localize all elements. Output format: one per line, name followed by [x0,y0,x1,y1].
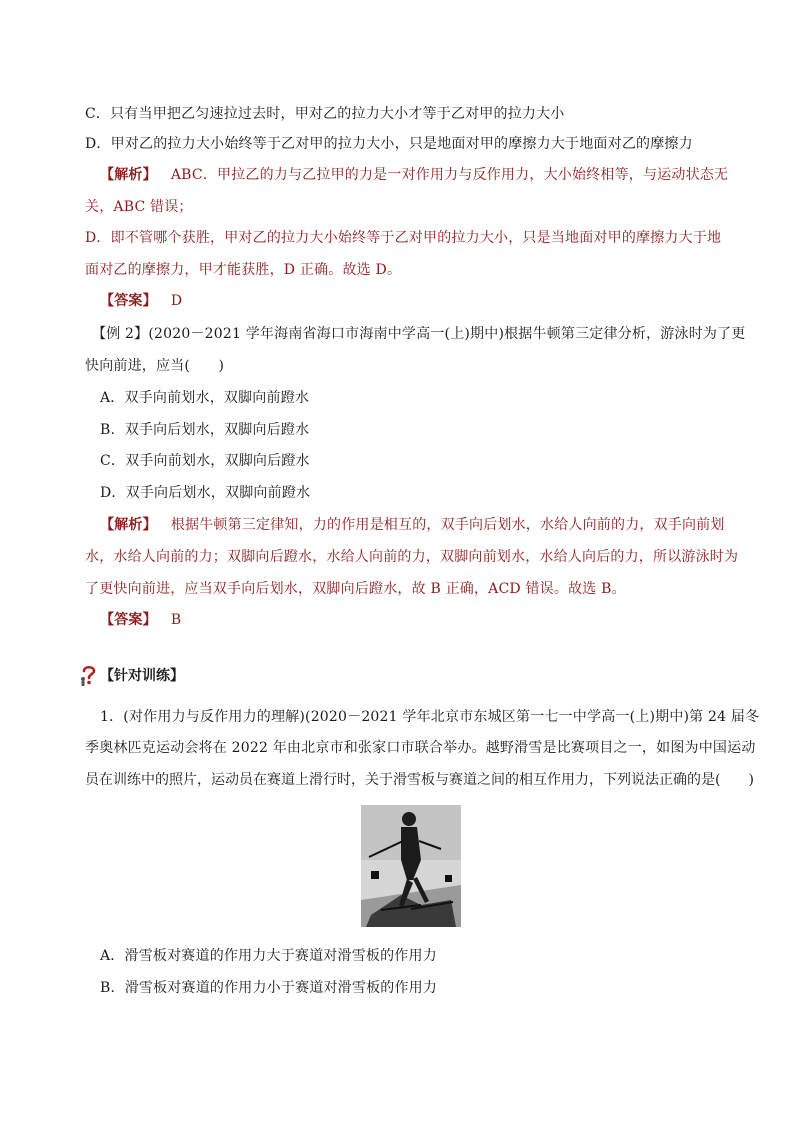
skier-photo [361,805,461,927]
answer-2-value: B [170,612,182,628]
analysis-1-line-2: 关，ABC 错误； [85,199,193,215]
analysis-2-text-a: 根据牛顿第三定律知，力的作用是相互的，双手向后划水，水给人向前的力，双手向前划 [170,517,725,533]
section-title: 【针对训练】 [100,668,184,684]
example-2-option-b: B．双手向后划水，双脚向后蹬水 [100,422,310,438]
analysis-2-line-1 [100,515,725,535]
analysis-tag: 【解析】 [100,167,157,183]
analysis-2-line-3: 了更快向前进，应当双手向后划水，双脚向后蹬水，故 B 正确，ACD 错误。故选 B。 [85,581,626,597]
answer-1-line [100,291,182,311]
question-1-line-1: 1．(对作用力与反作用力的理解)(2020－2021 学年北京市东城区第一七一中学高一(上)期中)第 24 届冬 [100,709,760,725]
example-2-line-1: 【例 2】(2020－2021 学年海南省海口市海南中学高一(上)期中)根据牛顿第三定律分析，游泳时为了更 [92,326,746,342]
analysis-1-line-1 [100,165,728,185]
analysis-2-line-2: 水，水给人向前的力；双脚向后蹬水，水给人向前的力，双脚向前划水，水给人向后的力，所以游泳时为 [85,549,739,565]
section-heading [80,664,184,686]
option-d-text: D．甲对乙的拉力大小始终等于乙对甲的拉力大小，只是地面对甲的摩擦力大于地面对乙的摩擦力 [85,136,693,152]
answer-tag: 【答案】 [100,293,157,309]
question-1-line-2: 季奥林匹克运动会将在 2022 年由北京市和张家口市联合举办。越野滑雪是比赛项目之一，如图为中国运动 [85,740,756,756]
question-figure-icon [80,664,98,686]
answer-tag: 【答案】 [100,612,157,628]
question-1-option-a: A．滑雪板对赛道的作用力大于赛道对滑雪板的作用力 [100,948,437,964]
option-c-text: C．只有当甲把乙匀速拉过去时，甲对乙的拉力大小才等于乙对甲的拉力大小 [85,106,565,122]
example-2-option-d: D．双手向后划水，双脚向前蹬水 [100,485,311,501]
answer-1-value: D [170,293,183,309]
example-2-option-a: A．双手向前划水，双脚向前蹬水 [100,390,310,406]
question-1-line-3: 员在训练中的照片，运动员在赛道上滑行时，关于滑雪板与赛道之间的相互作用力，下列说法正确的是( ) [85,772,754,788]
example-2-line-2: 快向前进，应当( ) [85,358,225,374]
analysis-1-text-a: ABC．甲拉乙的力与乙拉甲的力是一对作用力与反作用力，大小始终相等，与运动状态无 [170,167,729,183]
question-1-option-b: B．滑雪板对赛道的作用力小于赛道对滑雪板的作用力 [100,980,438,996]
analysis-1-line-4: 面对乙的摩擦力，甲才能获胜，D 正确。故选 D。 [85,262,402,278]
analysis-tag: 【解析】 [100,517,157,533]
example-2-option-c: C．双手向前划水，双脚向后蹬水 [100,453,310,469]
analysis-1-line-3: D．即不管哪个获胜，甲对乙的拉力大小始终等于乙对甲的拉力大小，只是当地面对甲的摩擦力大于地 [85,230,722,246]
answer-2-line [100,610,181,630]
